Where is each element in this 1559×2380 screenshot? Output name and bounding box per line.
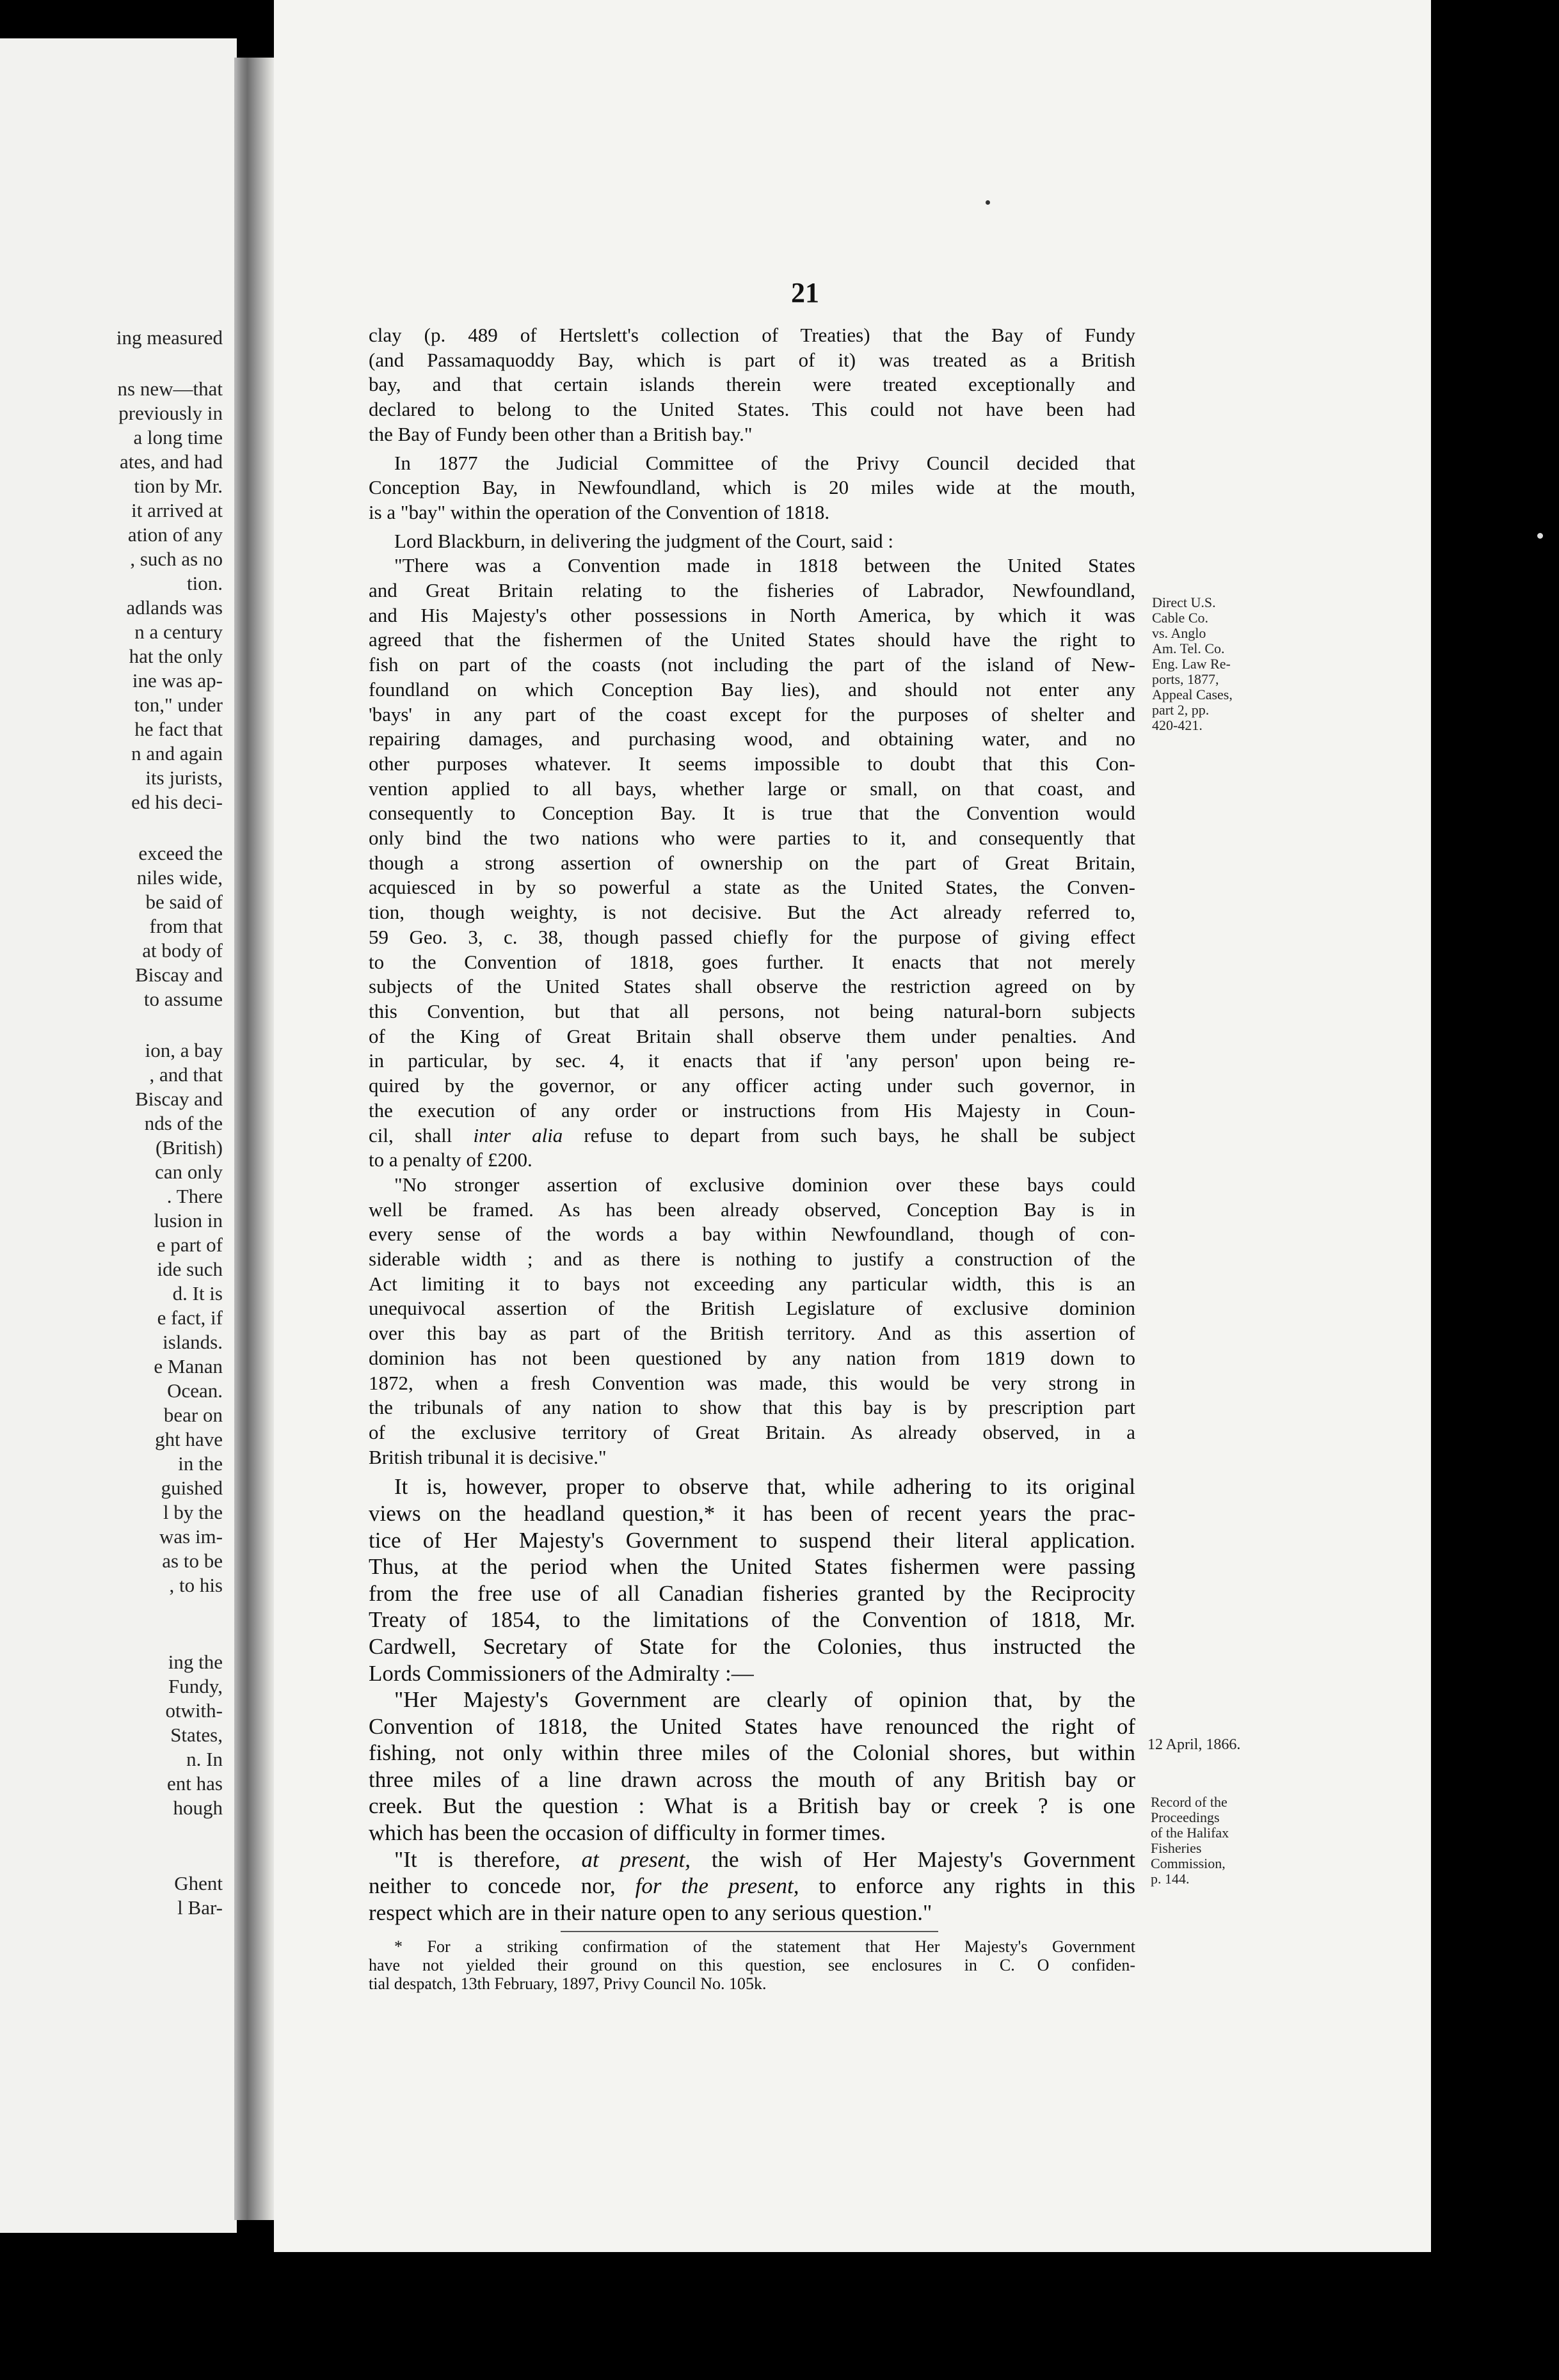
- facing-page-text-fragment: n a century: [134, 621, 223, 643]
- italic-phrase: for the present,: [635, 1873, 799, 1899]
- text-line: this Convention, but that all persons, not being natural-born subjects: [369, 999, 1135, 1022]
- text-line: * For a striking confirmation of the statement that Her Majesty's Government: [394, 1937, 1135, 1956]
- text-line: the tribunals of any nation to show that this bay is by prescription part: [369, 1396, 1135, 1419]
- note-line: 12 April, 1866.: [1147, 1736, 1241, 1753]
- quote-fundy: [369, 323, 1135, 447]
- text-line: from the free use of all Canadian fisheries granted by the Reciprocity: [369, 1580, 1135, 1606]
- text-line: have not yielded their ground on this question, see enclosures in C. O confiden-: [369, 1956, 1135, 1975]
- text-line: to a penalty of £200.: [369, 1148, 532, 1171]
- text-line: 1872, when a fresh Convention was made, this would be very strong in: [369, 1371, 1135, 1394]
- text-line: acquiesced in by so powerful a state as the United States, the Conven-: [369, 876, 1135, 899]
- note-line: vs. Anglo: [1152, 625, 1206, 641]
- text-line: in particular, by sec. 4, it enacts that if 'any person' upon being re-: [369, 1049, 1135, 1072]
- facing-page-text-fragment: it arrived at: [131, 499, 223, 521]
- facing-page-text-fragment: exceed the: [138, 842, 223, 864]
- text-line: 'bays' in any part of the coast except for the purposes of shelter and: [369, 702, 1135, 726]
- facing-page-text-fragment: bear on: [163, 1404, 223, 1426]
- footnote: [369, 1937, 1135, 1993]
- facing-page-text-fragment: d. It is: [172, 1282, 223, 1305]
- italic-phrase: at present,: [581, 1846, 691, 1872]
- text-line: Conception Bay, in Newfoundland, which is 20 miles wide at the mouth,: [369, 476, 1135, 499]
- facing-page-text-fragment: guished: [161, 1477, 223, 1499]
- text-line: creek. But the question : What is a British bay or creek ? is one: [369, 1793, 1135, 1819]
- facing-page-text-fragment: States,: [170, 1724, 223, 1746]
- text-line: and His Majesty's other possessions in North America, by which it was: [369, 603, 1135, 626]
- facing-page-text-fragment: be said of: [145, 891, 223, 913]
- facing-page-text-fragment: hat the only: [129, 645, 223, 667]
- facing-page-text-fragment: ing measured: [116, 326, 223, 349]
- note-line: Appeal Cases,: [1152, 686, 1233, 702]
- text-line: fish on part of the coasts (not including the part of the island of New-: [369, 653, 1135, 676]
- note-line: Direct U.S.: [1152, 594, 1216, 610]
- facing-page-text-fragment: ght have: [155, 1428, 223, 1450]
- note-line: 420-421.: [1152, 717, 1203, 733]
- text-line: vention applied to all bays, whether large or small, on that coast, and: [369, 777, 1135, 800]
- facing-page-text-fragment: its jurists,: [145, 766, 223, 789]
- text-line: subjects of the United States shall observe the restriction agreed on by: [369, 975, 1135, 998]
- text-line: (and Passamaquoddy Bay, which is part of it) was treated as a British: [369, 348, 1135, 371]
- text-line: though a strong assertion of ownership on the part of Great Britain,: [369, 851, 1135, 874]
- facing-page-text-fragment: ates, and had: [120, 450, 223, 473]
- text-line: of the exclusive territory of Great Britain. As already observed, in a: [369, 1420, 1135, 1443]
- text-run: neither to concede nor,: [369, 1873, 636, 1899]
- facing-page-text-fragment: in the: [178, 1452, 223, 1475]
- text-line: unequivocal assertion of the British Legislature of exclusive dominion: [369, 1297, 1135, 1320]
- ink-speck: [986, 200, 990, 205]
- facing-page-text-fragment: ent has: [167, 1772, 223, 1795]
- paragraph-headland-question: [369, 1473, 1135, 1686]
- text-line: [369, 1873, 1135, 1900]
- facing-page-text-fragment: ing the: [168, 1651, 223, 1673]
- text-line: agreed that the fishermen of the United States should have the right to: [369, 628, 1135, 651]
- page-body: [369, 323, 1135, 1993]
- facing-page-text-fragment: adlands was: [126, 596, 223, 619]
- paragraph-conception-bay: [369, 451, 1135, 525]
- text-line: well be framed. As has been already observed, Conception Bay is in: [369, 1198, 1135, 1221]
- text-line: to the Convention of 1818, goes further. It enacts that not merely: [369, 950, 1135, 973]
- text-line: is a "bay" within the operation of the Convention of 1818.: [369, 500, 830, 523]
- text-line: [369, 1846, 1135, 1873]
- facing-page-text-fragment: ns new—that: [117, 377, 223, 400]
- facing-page-text-fragment: , and that: [149, 1063, 223, 1086]
- note-line: Proceedings: [1151, 1809, 1220, 1825]
- facing-page-text-fragment: ine was ap-: [132, 669, 223, 692]
- facing-page-text-fragment: from that: [149, 915, 223, 937]
- page-number: 21: [791, 277, 819, 308]
- note-line: Eng. Law Re-: [1152, 656, 1231, 672]
- facing-page-fragment: [0, 38, 237, 2233]
- facing-page-text-fragment: . There: [166, 1185, 223, 1207]
- text-run: "It is therefore,: [394, 1846, 582, 1872]
- facing-page-text-fragment: Biscay and: [135, 1088, 223, 1110]
- edge-speck: [1537, 533, 1543, 539]
- text-line: quired by the governor, or any officer acting under such governor, in: [369, 1074, 1135, 1097]
- text-line: Convention of 1818, the United States have renounced the right of: [369, 1713, 1135, 1739]
- text-line: over this bay as part of the British territory. And as this assertion of: [369, 1322, 1135, 1345]
- text-line: "No stronger assertion of exclusive dominion over these bays could: [394, 1173, 1135, 1196]
- text-line: repairing damages, and purchasing wood, and obtaining water, and no: [369, 727, 1135, 750]
- text-line: "Her Majesty's Government are clearly of opinion that, by the: [394, 1687, 1135, 1713]
- facing-page-text-fragment: Ocean.: [167, 1379, 223, 1402]
- text-line: views on the headland question,* it has been of recent years the prac-: [369, 1500, 1135, 1526]
- facing-page-text-fragment: islands.: [163, 1331, 223, 1353]
- text-run: the wish of Her Majesty's Government: [691, 1846, 1135, 1872]
- text-line: Act limiting it to bays not exceeding any particular width, this is an: [369, 1272, 1135, 1295]
- facing-page-text-fragment: Fundy,: [168, 1675, 223, 1697]
- text-line: "There was a Convention made in 1818 between the United States: [394, 554, 1135, 577]
- facing-page-text-fragment: was im-: [159, 1525, 223, 1548]
- facing-page-text-fragment: a long time: [133, 426, 223, 448]
- text-line: every sense of the words a bay within Newfoundland, though of con-: [369, 1223, 1135, 1246]
- footnote-rule: [561, 1931, 938, 1932]
- text-line: Cardwell, Secretary of State for the Colonies, thus instructed the: [369, 1633, 1135, 1659]
- note-line: of the Halifax: [1151, 1825, 1229, 1841]
- facing-page-text-fragment: ion, a bay: [145, 1039, 223, 1061]
- note-line: Commission,: [1151, 1855, 1226, 1871]
- text-line: bay, and that certain islands therein were treated exceptionally and: [369, 373, 1135, 396]
- facing-page-text-fragment: as to be: [162, 1550, 223, 1572]
- facing-page-text-fragment: , such as no: [130, 548, 223, 570]
- facing-page-text-fragment: Biscay and: [135, 964, 223, 986]
- facing-page-text-fragment: n and again: [131, 742, 223, 765]
- text-run: to enforce any rights in this: [799, 1873, 1135, 1899]
- text-line: of the King of Great Britain shall observe them under penalties. And: [369, 1024, 1135, 1047]
- note-line: Fisheries: [1151, 1840, 1202, 1856]
- facing-page-text-fragment: previously in: [118, 402, 223, 424]
- text-line: British tribunal it is decisive.": [369, 1445, 607, 1468]
- note-line: Record of the: [1151, 1794, 1227, 1810]
- text-line: and Great Britain relating to the fisheries of Labrador, Newfoundland,: [369, 579, 1135, 602]
- quote-at-present: [369, 1846, 1135, 1926]
- facing-page-text-fragment: l by the: [163, 1501, 223, 1523]
- text-line: other purposes whatever. It seems impossible to doubt that this Con-: [369, 752, 1135, 775]
- note-line: p. 144.: [1151, 1871, 1190, 1887]
- facing-page-text-fragment: e part of: [156, 1234, 223, 1256]
- text-line: fishing, not only within three miles of the Colonial shores, but within: [369, 1740, 1135, 1766]
- text-line: the Bay of Fundy been other than a British bay.": [369, 422, 753, 445]
- text-line: It is, however, proper to observe that, while adhering to its original: [394, 1474, 1135, 1500]
- text-line: Thus, at the period when the United States fishermen were passing: [369, 1554, 1135, 1580]
- text-line: clay (p. 489 of Hertslett's collection of Treaties) that the Bay of Fundy: [369, 324, 1135, 346]
- facing-page-text-fragment: nds of the: [144, 1112, 223, 1134]
- text-line: Lords Commissioners of the Admiralty :—: [369, 1660, 754, 1686]
- text-line: dominion has not been questioned by any nation from 1819 down to: [369, 1346, 1135, 1369]
- facing-page-text-fragment: at body of: [142, 939, 223, 962]
- quote-government: [369, 1686, 1135, 1846]
- facing-page-text-fragment: hough: [173, 1797, 223, 1819]
- margin-note-date: [1147, 1737, 1240, 1752]
- text-run: refuse to depart from such bays, he shall be subject: [563, 1123, 1135, 1146]
- text-line: In 1877 the Judicial Committee of the Privy Council decided that: [394, 451, 1135, 474]
- facing-page-text-fragment: (British): [155, 1136, 223, 1159]
- text-line: the execution of any order or instructions from His Majesty in Coun-: [369, 1099, 1135, 1122]
- note-line: part 2, pp.: [1152, 702, 1210, 718]
- facing-page-text-fragment: niles wide,: [136, 866, 223, 889]
- facing-page-text-fragment: tion by Mr.: [134, 475, 223, 497]
- paragraph-blackburn: Lord Blackburn, in delivering the judgment of the Court, said :: [394, 529, 894, 552]
- facing-page-text-fragment: tion.: [187, 572, 223, 594]
- text-line: only bind the two nations who were parties to it, and consequently that: [369, 827, 1135, 850]
- text-line: tice of Her Majesty's Government to suspend their literal application.: [369, 1527, 1135, 1553]
- facing-page-text-fragment: , to his: [169, 1574, 223, 1596]
- facing-page-text-fragment: l Bar-: [177, 1896, 223, 1919]
- text-line: tial despatch, 13th February, 1897, Privy Council No. 105k.: [369, 1974, 767, 1994]
- facing-page-text-fragment: ation of any: [127, 523, 223, 546]
- margin-note-direct-cable: [1152, 595, 1233, 733]
- note-line: Cable Co.: [1152, 610, 1208, 626]
- facing-page-text-fragment: e Manan: [154, 1355, 223, 1377]
- facing-page-text-fragment: ed his deci-: [131, 791, 223, 813]
- quote-dominion: [369, 1173, 1135, 1470]
- facing-page-text-fragment: lusion in: [154, 1209, 223, 1232]
- note-line: Am. Tel. Co.: [1152, 640, 1225, 656]
- text-line: three miles of a line drawn across the mouth of any British bay or: [369, 1766, 1135, 1792]
- text-line: siderable width ; and as there is nothing to justify a construction of the: [369, 1248, 1135, 1271]
- text-line: foundland on which Conception Bay lies), and should not enter any: [369, 678, 1135, 701]
- quote-judgment: [369, 553, 1135, 1173]
- text-line: Treaty of 1854, to the limitations of the Convention of 1818, Mr.: [369, 1607, 1135, 1633]
- facing-page-text-fragment: n. In: [186, 1748, 223, 1770]
- text-line: [369, 1123, 1135, 1148]
- facing-page-text-fragment: he fact that: [134, 718, 223, 740]
- text-line: tion, though weighty, is not decisive. But the Act already referred to,: [369, 901, 1135, 924]
- text-line: which has been the occasion of difficulty in former times.: [369, 1820, 886, 1846]
- facing-page-text-fragment: Ghent: [174, 1872, 223, 1894]
- note-line: ports, 1877,: [1152, 671, 1219, 687]
- facing-page-text-fragment: to assume: [143, 988, 223, 1010]
- facing-page-text-fragment: ide such: [157, 1258, 223, 1280]
- facing-page-text-fragment: can only: [155, 1161, 223, 1183]
- text-line: consequently to Conception Bay. It is true that the Convention would: [369, 802, 1135, 825]
- margin-note-halifax: [1151, 1795, 1229, 1887]
- text-line: 59 Geo. 3, c. 38, though passed chiefly for the purpose of giving effect: [369, 925, 1135, 948]
- facing-page-text-fragment: e fact, if: [157, 1306, 223, 1329]
- text-line: declared to belong to the United States. This could not have been had: [369, 398, 1135, 421]
- italic-phrase: inter alia: [473, 1123, 563, 1146]
- facing-page-text-fragment: ton," under: [134, 694, 223, 716]
- text-line: respect which are in their nature open to any serious question.": [369, 1900, 932, 1925]
- book-gutter: [234, 58, 275, 2220]
- text-run: cil, shall: [369, 1123, 474, 1146]
- facing-page-text-fragment: otwith-: [165, 1699, 223, 1722]
